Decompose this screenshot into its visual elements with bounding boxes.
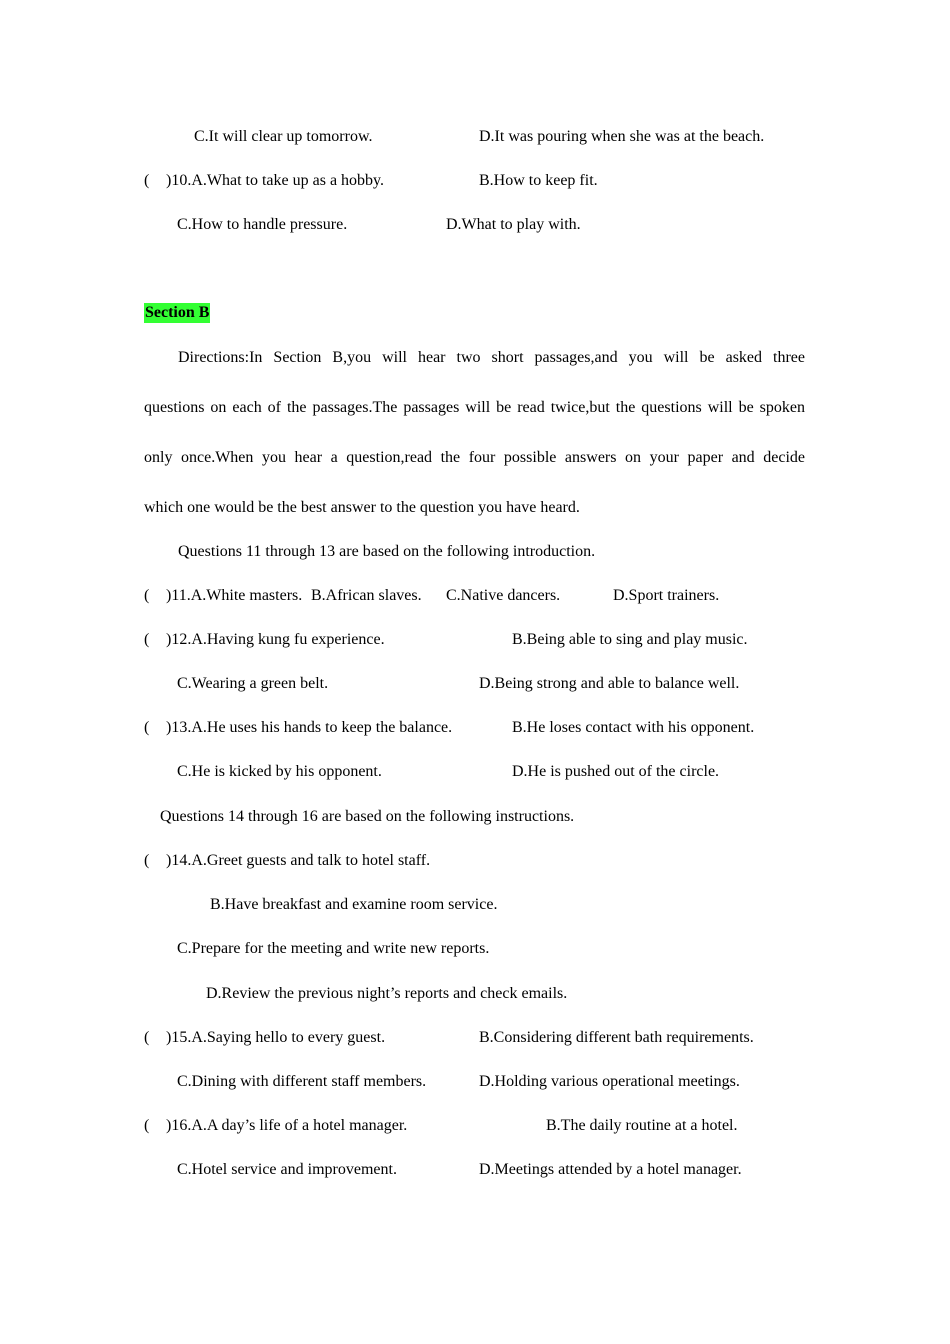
q10-option-c: C.How to handle pressure. (177, 216, 348, 233)
directions-line-4: which one would be the best answer to the question you have heard. (144, 499, 580, 516)
q13-option-b: B.He loses contact with his opponent. (512, 719, 755, 736)
q13-answer-blank[interactable]: ( (144, 719, 150, 736)
q16-option-c: C.Hotel service and improvement. (177, 1161, 397, 1178)
q16-option-a: )16.A.A day’s life of a hotel manager. (166, 1117, 408, 1134)
q16-option-b: B.The daily routine at a hotel. (546, 1117, 738, 1134)
q16-option-d: D.Meetings attended by a hotel manager. (479, 1161, 742, 1178)
intro-questions-14-16: Questions 14 through 16 are based on the following instructions. (160, 808, 575, 825)
q10-option-b: B.How to keep fit. (479, 172, 598, 189)
q12-option-c: C.Wearing a green belt. (177, 675, 329, 692)
q14-option-b: B.Have breakfast and examine room service. (210, 896, 498, 913)
q11-option-c: C.Native dancers. (446, 587, 561, 604)
q16-answer-blank[interactable]: ( (144, 1117, 150, 1134)
intro-questions-11-13: Questions 11 through 13 are based on the following introduction. (178, 543, 596, 560)
q11-option-b: B.African slaves. (311, 587, 422, 604)
q12-option-a: )12.A.Having kung fu experience. (166, 631, 385, 648)
q15-answer-blank[interactable]: ( (144, 1029, 150, 1046)
q15-option-d: D.Holding various operational meetings. (479, 1073, 740, 1090)
q13-option-c: C.He is kicked by his opponent. (177, 763, 382, 780)
q13-option-d: D.He is pushed out of the circle. (512, 763, 720, 780)
q13-option-a: )13.A.He uses his hands to keep the balance. (166, 719, 453, 736)
q12-option-b: B.Being able to sing and play music. (512, 631, 748, 648)
q10-option-d: D.What to play with. (446, 216, 581, 233)
q14-option-c: C.Prepare for the meeting and write new reports. (177, 940, 490, 957)
q11-option-a: )11.A.White masters. (166, 587, 303, 604)
q11-option-d: D.Sport trainers. (613, 587, 720, 604)
directions-line-1: Directions:In Section B,you will hear two short passages,and you will be asked three (178, 349, 805, 366)
directions-line-3: only once.When you hear a question,read the four possible answers on your paper and decide (144, 449, 805, 466)
q10-answer-blank[interactable]: ( (144, 172, 150, 189)
directions-line-2: questions on each of the passages.The passages will be read twice,but the questions will be spoken (144, 399, 805, 416)
q15-option-b: B.Considering different bath requirements. (479, 1029, 754, 1046)
q12-answer-blank[interactable]: ( (144, 631, 150, 648)
q14-option-d: D.Review the previous night’s reports and check emails. (206, 985, 568, 1002)
q11-answer-blank[interactable]: ( (144, 587, 150, 604)
q14-option-a: )14.A.Greet guests and talk to hotel staff. (166, 852, 431, 869)
q15-option-c: C.Dining with different staff members. (177, 1073, 427, 1090)
q10-option-a: )10.A.What to take up as a hobby. (166, 172, 385, 189)
q15-option-a: )15.A.Saying hello to every guest. (166, 1029, 386, 1046)
section-b-heading: Section B (145, 304, 210, 321)
q12-option-d: D.Being strong and able to balance well. (479, 675, 740, 692)
q9-option-c: C.It will clear up tomorrow. (194, 128, 373, 145)
q9-option-d: D.It was pouring when she was at the beach. (479, 128, 765, 145)
q14-answer-blank[interactable]: ( (144, 852, 150, 869)
